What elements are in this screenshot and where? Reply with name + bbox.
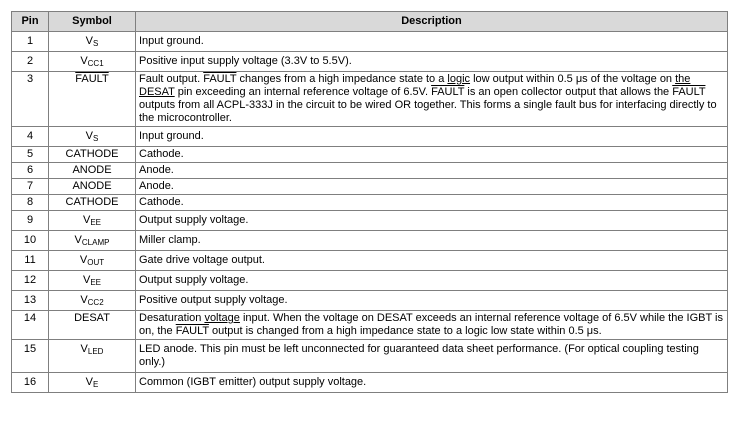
pin-description: Input ground. [136, 32, 728, 52]
pin-symbol: DESAT [49, 311, 136, 340]
pin-symbol: ANODE [49, 179, 136, 195]
header-description: Description [136, 12, 728, 32]
table-row [12, 163, 728, 179]
pin-number: 9 [12, 211, 49, 231]
pin-number: 2 [12, 52, 49, 72]
pin-symbol: FAULT [49, 72, 136, 127]
pin-description-table [11, 11, 728, 393]
pin-description: Output supply voltage. [136, 271, 728, 291]
pin-number: 3 [12, 72, 49, 127]
pin-number: 8 [12, 195, 49, 211]
table-row [12, 72, 728, 127]
pin-description: Positive input supply voltage (3.3V to 5.5V). [136, 52, 728, 72]
pin-description: Common (IGBT emitter) output supply voltage. [136, 373, 728, 393]
table-header-row [12, 12, 728, 32]
table-row [12, 373, 728, 393]
pin-symbol: $V_{OUT}$ [49, 251, 136, 271]
table-row [12, 271, 728, 291]
pin-description: Fault output. FAULT changes from a high impedance state to a logic low output within 0.5 μs of the voltage on the DESAT pin exceeding an internal reference voltage of 6.5V. FAULT is an open collector output that allows the FAULT outputs from all ACPL-333J in the circuit to be wired OR together. This forms a single fault bus for interfacing directly to the microcontroller. [136, 72, 728, 127]
pin-symbol: $V_{EE}$ [49, 271, 136, 291]
pin-number: 10 [12, 231, 49, 251]
pin-number: 6 [12, 163, 49, 179]
header-pin: Pin [12, 12, 49, 32]
pin-description: Cathode. [136, 195, 728, 211]
pin-number: 5 [12, 147, 49, 163]
pin-number: 12 [12, 271, 49, 291]
pin-description: Output supply voltage. [136, 211, 728, 231]
pin-number: 15 [12, 340, 49, 373]
table-row [12, 251, 728, 271]
pin-symbol: $V_{CC2}$ [49, 291, 136, 311]
table-row [12, 52, 728, 72]
table-row [12, 147, 728, 163]
table-row [12, 291, 728, 311]
table-row [12, 195, 728, 211]
pin-number: 14 [12, 311, 49, 340]
pin-number: 4 [12, 127, 49, 147]
pin-number: 13 [12, 291, 49, 311]
pin-symbol: $V_S$ [49, 32, 136, 52]
pin-symbol: $V_{CLAMP}$ [49, 231, 136, 251]
table-row [12, 311, 728, 340]
pin-description: Gate drive voltage output. [136, 251, 728, 271]
pin-symbol: $V_E$ [49, 373, 136, 393]
table-row [12, 231, 728, 251]
pin-symbol: $V_S$ [49, 127, 136, 147]
pin-number: 16 [12, 373, 49, 393]
pin-description: Anode. [136, 163, 728, 179]
pin-description: LED anode. This pin must be left unconnected for guaranteed data sheet performance. (For optical coupling testing only.) [136, 340, 728, 373]
pin-number: 7 [12, 179, 49, 195]
table-row [12, 32, 728, 52]
pin-description: Miller clamp. [136, 231, 728, 251]
pin-number: 1 [12, 32, 49, 52]
pin-description: Positive output supply voltage. [136, 291, 728, 311]
table-row [12, 340, 728, 373]
pin-symbol: $V_{CC1}$ [49, 52, 136, 72]
pin-symbol: $V_{LED}$ [49, 340, 136, 373]
pin-description: Desaturation voltage input. When the voltage on DESAT exceeds an internal reference voltage of 6.5V while the IGBT is on, the FAULT output is changed from a high impedance state to a logic low state within 0.5 μs. [136, 311, 728, 340]
header-symbol: Symbol [49, 12, 136, 32]
pin-table-container [11, 11, 728, 393]
pin-description: Anode. [136, 179, 728, 195]
table-row [12, 127, 728, 147]
table-row [12, 211, 728, 231]
pin-description: Cathode. [136, 147, 728, 163]
pin-description: Input ground. [136, 127, 728, 147]
pin-number: 11 [12, 251, 49, 271]
table-row [12, 179, 728, 195]
pin-symbol: ANODE [49, 163, 136, 179]
pin-symbol: CATHODE [49, 147, 136, 163]
pin-symbol: $V_{EE}$ [49, 211, 136, 231]
pin-symbol: CATHODE [49, 195, 136, 211]
